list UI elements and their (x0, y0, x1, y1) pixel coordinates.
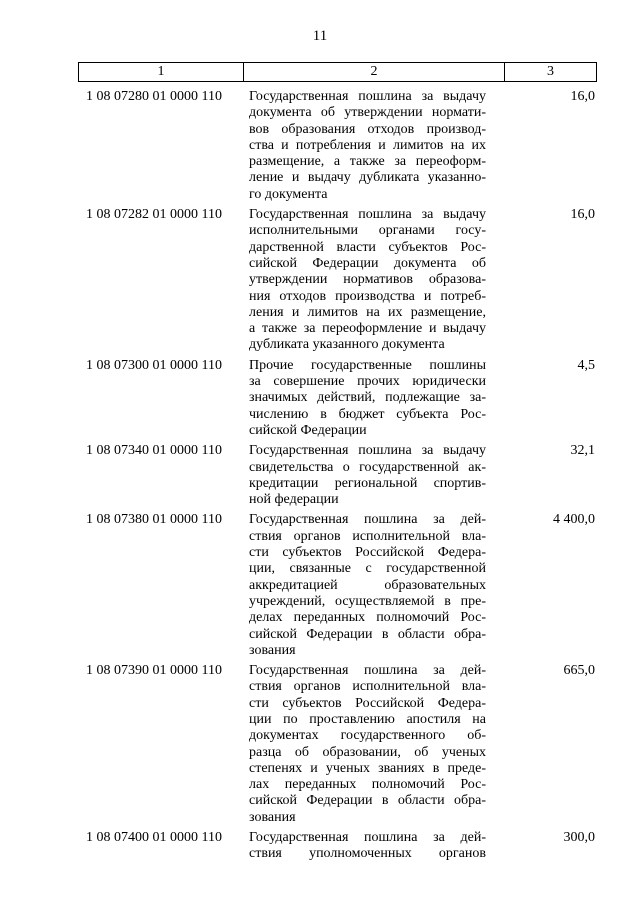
description-line: ствия уполномоченных органов (249, 846, 486, 862)
column-header-1: 1 (79, 63, 244, 81)
description-line: ствия органов исполнительной вла- (249, 679, 486, 695)
budget-classification-code: 1 08 07300 01 0000 110 (86, 357, 222, 373)
description-line: Государственная пошлина за выдачу (249, 207, 486, 223)
amount-value: 32,1 (570, 443, 595, 459)
revenue-description (249, 663, 486, 826)
description-line: сти субъектов Российской Федера- (249, 695, 486, 711)
description-line: свидетельства о государственной ак- (249, 459, 486, 475)
column-header-2: 2 (244, 63, 505, 81)
description-line: исполнительными органами госу- (249, 223, 486, 239)
revenue-description (249, 443, 486, 508)
description-line: вов образования отходов производ- (249, 121, 486, 137)
amount-value: 4,5 (577, 357, 595, 373)
budget-classification-code: 1 08 07282 01 0000 110 (86, 207, 222, 223)
description-line: Государственная пошлина за выдачу (249, 89, 486, 104)
description-line: аккредитацией образовательных (249, 577, 486, 593)
description-line: ции по проставлению апостиля на (249, 711, 486, 727)
amount-value: 16,0 (570, 89, 595, 104)
description-line: ной федерации (249, 492, 339, 508)
description-line: Государственная пошлина за дей- (249, 663, 486, 679)
column-header-3: 3 (547, 64, 554, 79)
table-body (78, 89, 597, 867)
budget-classification-code: 1 08 07400 01 0000 110 (86, 830, 222, 846)
description-line: сийской Федерации в области обра- (249, 793, 486, 809)
description-line: Государственная пошлина за дей- (249, 512, 486, 528)
amount-value: 16,0 (570, 207, 595, 223)
description-line: лах переданных полномочий Рос- (249, 777, 486, 793)
description-line: делах переданных полномочий Рос- (249, 610, 486, 626)
page-number: 11 (312, 28, 328, 44)
description-line: разца об образовании, об ученых (249, 744, 486, 760)
table-row (78, 358, 597, 439)
description-line: кредитации региональной спортив- (249, 475, 486, 491)
description-line: дарственной власти субъектов Рос- (249, 239, 486, 255)
revenue-description (249, 830, 486, 863)
revenue-description (249, 89, 486, 203)
description-line: Государственная пошлина за дей- (249, 830, 486, 846)
table-row (78, 512, 597, 659)
amount-value: 4 400,0 (553, 512, 595, 528)
description-line: Государственная пошлина за выдачу (249, 443, 486, 459)
table-row (78, 89, 597, 203)
budget-classification-code: 1 08 07340 01 0000 110 (86, 443, 222, 459)
table-row (78, 830, 597, 863)
description-line: учреждений, осуществляемой в пре- (249, 593, 486, 609)
table-header-row (78, 62, 597, 82)
description-line: сийской Федерации (249, 422, 367, 438)
description-line: размещение, а также за переоформ- (249, 154, 486, 170)
revenue-description (249, 207, 486, 354)
description-line: ствия органов исполнительной вла- (249, 528, 486, 544)
description-line: ния отходов производства и потреб- (249, 288, 486, 304)
description-line: зования (249, 642, 296, 658)
description-line: значимых действий, подлежащие за- (249, 390, 486, 406)
description-line: ление и выдачу дубликата указанно- (249, 170, 486, 186)
revenue-description (249, 512, 486, 659)
description-line: документа об утверждении нормати- (249, 105, 486, 121)
description-line: сти субъектов Российской Федера- (249, 545, 486, 561)
description-line: документах государственного об- (249, 728, 486, 744)
budget-classification-code: 1 08 07390 01 0000 110 (86, 663, 222, 679)
description-line: ления и лимитов на их размещение, (249, 304, 486, 320)
description-line: зования (249, 809, 296, 825)
revenue-description (249, 358, 486, 439)
description-line: Прочие государственные пошлины (249, 357, 486, 373)
amount-value: 300,0 (563, 830, 595, 846)
table-row (78, 443, 597, 508)
budget-classification-code: 1 08 07380 01 0000 110 (86, 512, 222, 528)
description-line: сийской Федерации в области обра- (249, 626, 486, 642)
description-line: степенях и ученых званиях в преде- (249, 760, 486, 776)
table-row (78, 207, 597, 354)
description-line: за совершение прочих юридически (249, 374, 486, 390)
budget-classification-code: 1 08 07280 01 0000 110 (86, 89, 222, 104)
description-line: сийской Федерации документа об (249, 255, 486, 271)
description-line: ства и потребления и лимитов на их (249, 137, 486, 153)
table-row (78, 663, 597, 826)
description-line: а также за переоформление и выдачу (249, 321, 486, 337)
amount-value: 665,0 (563, 663, 595, 679)
description-line: ции, связанные с государственной (249, 561, 486, 577)
description-line: утверждении нормативов образова- (249, 272, 486, 288)
description-line: го документа (249, 186, 328, 202)
description-line: дубликата указанного документа (249, 337, 445, 353)
description-line: числению в бюджет субъекта Рос- (249, 406, 486, 422)
